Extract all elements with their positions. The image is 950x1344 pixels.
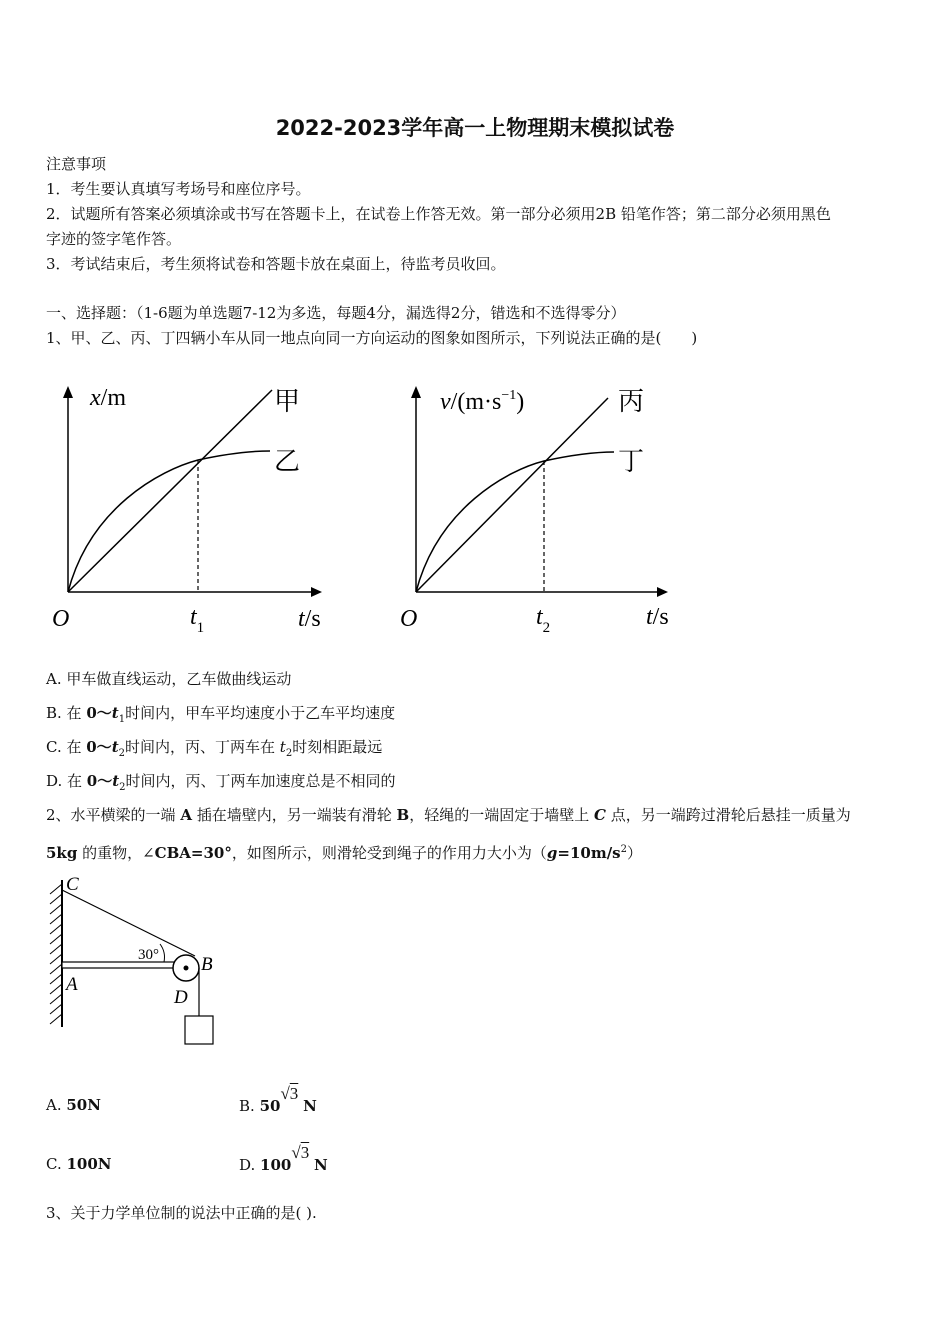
label-angle: 30° — [138, 947, 159, 963]
q1-option-b: B. 在 $0\sim t_1$时间内，甲车平均速度小于乙车平均速度 — [46, 704, 396, 725]
x-axis-label: t/s — [298, 606, 321, 632]
q1-stem: 1、甲、乙、丙、丁四辆小车从同一地点向同一方向运动的图象如图所示，下列说法正确的是( ) — [46, 329, 698, 347]
rope-cb — [62, 890, 195, 956]
notice-item-2-cont: 字迹的签字笔作答。 — [46, 230, 182, 248]
sqrt-symbol: √3 — [280, 1084, 299, 1103]
section-heading: 一、选择题：（1-6题为单选题7-12为多选，每题4分，漏选得2分，错选和不选得零分） — [46, 304, 626, 322]
q1-option-c: C. 在 $0\sim t_2$时间内，丙、丁两车在 $t_2$时刻相距最远 — [46, 738, 383, 759]
q2-option-b: B. 50√3 N — [239, 1084, 317, 1115]
q2-option-d: D. 100√3 N — [239, 1143, 328, 1174]
y-axis-label: x/m — [90, 385, 126, 411]
y-axis-label: $v/(m\cdot s^{-1})$ — [440, 388, 525, 415]
q1-graph-xt — [40, 378, 340, 638]
weight-block — [185, 1016, 213, 1044]
curve-ding — [416, 452, 614, 592]
x-axis-arrow-icon — [657, 587, 668, 597]
y-axis-arrow-icon — [63, 386, 73, 398]
q1-option-a: A. 甲车做直线运动，乙车做曲线运动 — [46, 670, 292, 688]
curve-label-ding: 丁 — [618, 447, 645, 476]
y-axis-arrow-icon — [411, 386, 421, 398]
q2-figure-pulley — [40, 872, 240, 1052]
beam-ab — [62, 962, 186, 968]
notice-item-3: 3．考试结束后，考生须将试卷和答题卡放在桌面上，待监考员收回。 — [46, 255, 506, 273]
line-bing — [416, 398, 608, 592]
label-b: B — [201, 954, 213, 975]
q2-stem-line1: 2、水平横梁的一端 A 插在墙壁内，另一端装有滑轮 B，轻绳的一端固定于墙壁上 C 点，另一端跨过滑轮后悬挂一质量为 — [46, 806, 851, 824]
line-jia — [68, 390, 272, 592]
angle-arc — [160, 944, 165, 962]
q1-graph-vt — [390, 378, 690, 638]
notice-heading: 注意事项 — [46, 155, 107, 173]
q2-option-a: A. 50N — [46, 1096, 101, 1114]
notice-item-1: 1．考生要认真填写考场号和座位序号。 — [46, 180, 311, 198]
sqrt-symbol: √3 — [291, 1143, 310, 1162]
x-axis-label: t/s — [646, 604, 669, 630]
line-label-jia: 甲 — [274, 387, 301, 416]
label-a: A — [66, 974, 78, 995]
wall-hatching — [50, 884, 62, 1024]
q3-stem: 3、关于力学单位制的说法中正确的是( ). — [46, 1204, 317, 1222]
tick-label-t2: $t_2$ — [536, 604, 551, 636]
line-label-bing: 丙 — [618, 387, 645, 416]
notice-item-2: 2．试题所有答案必须填涂或书写在答题卡上，在试卷上作答无效。第一部分必须用2B 铅笔作答；第二部分必须用黑色 — [46, 205, 831, 223]
curve-label-yi: 乙 — [274, 447, 301, 476]
x-axis-arrow-icon — [311, 587, 322, 597]
q1-option-d: D. 在 $0\sim t_2$时间内，丙、丁两车加速度总是不相同的 — [46, 772, 396, 793]
label-c: C — [66, 874, 79, 895]
label-d: D — [174, 987, 188, 1008]
origin-label: O — [52, 606, 70, 632]
q2-option-c: C. 100N — [46, 1155, 112, 1173]
page-title: 2022-2023学年高一上物理期末模拟试卷 — [275, 116, 675, 140]
origin-label: O — [400, 606, 418, 632]
q2-stem-line2: 5kg 的重物，∠CBA=30°，如图所示，则滑轮受到绳子的作用力大小为$(g=10m/s^2)$ — [46, 844, 643, 862]
tick-label-t1: $t_1$ — [190, 604, 205, 636]
curve-yi — [68, 451, 270, 592]
pulley-axle — [184, 966, 189, 971]
